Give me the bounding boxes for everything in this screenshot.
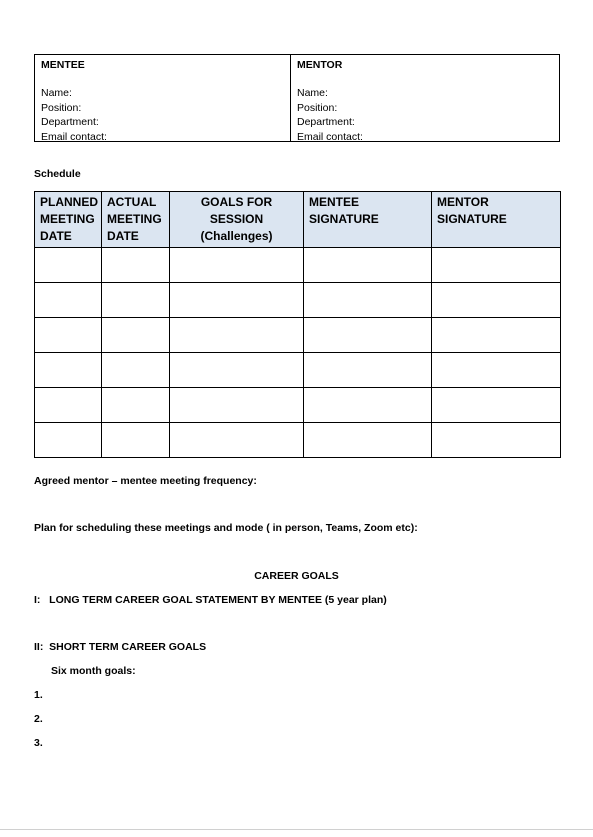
header-text: MENTEE [309, 195, 360, 209]
table-cell[interactable] [432, 248, 561, 283]
table-row [35, 318, 561, 353]
table-cell[interactable] [170, 388, 304, 423]
schedule-label: Schedule [34, 168, 81, 180]
table-cell[interactable] [304, 423, 432, 458]
goals-for-session-header [170, 192, 304, 248]
table-row [35, 283, 561, 318]
mentor-signature-header [432, 192, 561, 248]
table-cell[interactable] [102, 423, 170, 458]
mentor-name-field: Name: [297, 87, 328, 100]
table-cell[interactable] [170, 283, 304, 318]
goal-number-3: 3. [34, 737, 43, 749]
table-cell[interactable] [170, 248, 304, 283]
table-cell[interactable] [432, 353, 561, 388]
mentee-email-field: Email contact: [41, 130, 107, 143]
table-cell[interactable] [102, 248, 170, 283]
six-month-goals-label: Six month goals: [51, 665, 136, 677]
header-text: MEETING [40, 212, 95, 226]
table-row [35, 388, 561, 423]
mentor-department-field: Department: [297, 116, 355, 129]
table-row [35, 423, 561, 458]
table-cell[interactable] [432, 318, 561, 353]
table-cell[interactable] [35, 353, 102, 388]
table-cell[interactable] [170, 318, 304, 353]
table-cell[interactable] [170, 353, 304, 388]
table-cell[interactable] [102, 283, 170, 318]
header-text: MEETING [107, 212, 162, 226]
table-cell[interactable] [35, 423, 102, 458]
table-cell[interactable] [102, 353, 170, 388]
header-text: SIGNATURE [309, 212, 379, 226]
header-text: GOALS FOR SESSION [200, 195, 273, 226]
table-cell[interactable] [35, 388, 102, 423]
header-text: ACTUAL [107, 195, 157, 209]
table-cell[interactable] [432, 283, 561, 318]
header-text: (Challenges) [200, 229, 273, 243]
table-cell[interactable] [304, 388, 432, 423]
schedule-table [34, 191, 561, 458]
table-cell[interactable] [432, 388, 561, 423]
table-cell[interactable] [35, 283, 102, 318]
table-cell[interactable] [35, 318, 102, 353]
table-cell[interactable] [102, 388, 170, 423]
table-cell[interactable] [170, 423, 304, 458]
mentor-cell [291, 55, 559, 141]
header-text: DATE [40, 229, 72, 243]
table-cell[interactable] [432, 423, 561, 458]
career-goals-heading: CAREER GOALS [254, 570, 339, 582]
header-text: DATE [107, 229, 139, 243]
table-cell[interactable] [304, 353, 432, 388]
mentee-signature-header [304, 192, 432, 248]
mentee-department-field: Department: [41, 116, 99, 129]
header-text: MENTOR [437, 195, 489, 209]
mentee-name-field: Name: [41, 87, 72, 100]
table-row [35, 248, 561, 283]
scheduling-plan-label: Plan for scheduling these meetings and mode ( in person, Teams, Zoom etc): [34, 522, 418, 534]
goal-number-1: 1. [34, 689, 43, 701]
table-cell[interactable] [304, 318, 432, 353]
header-text: SIGNATURE [437, 212, 507, 226]
meeting-frequency-label: Agreed mentor – mentee meeting frequency: [34, 475, 257, 487]
mentee-mentor-table [34, 54, 560, 142]
long-term-goal-item: I: LONG TERM CAREER GOAL STATEMENT BY MENTEE (5 year plan) [34, 594, 387, 606]
mentee-title: MENTEE [41, 59, 85, 71]
mentor-position-field: Position: [297, 101, 338, 114]
table-cell[interactable] [304, 248, 432, 283]
table-cell[interactable] [102, 318, 170, 353]
table-cell[interactable] [304, 283, 432, 318]
actual-meeting-date-header [102, 192, 170, 248]
mentor-title: MENTOR [297, 59, 343, 71]
schedule-header-row [35, 192, 561, 248]
mentee-position-field: Position: [41, 101, 82, 114]
mentor-email-field: Email contact: [297, 130, 363, 143]
goal-number-2: 2. [34, 713, 43, 725]
planned-meeting-date-header [35, 192, 102, 248]
page-bottom-divider [0, 829, 593, 830]
header-text: PLANNED [40, 195, 99, 209]
table-cell[interactable] [35, 248, 102, 283]
short-term-goals-item: II: SHORT TERM CAREER GOALS [34, 641, 207, 653]
mentee-cell [35, 55, 291, 141]
table-row [35, 353, 561, 388]
